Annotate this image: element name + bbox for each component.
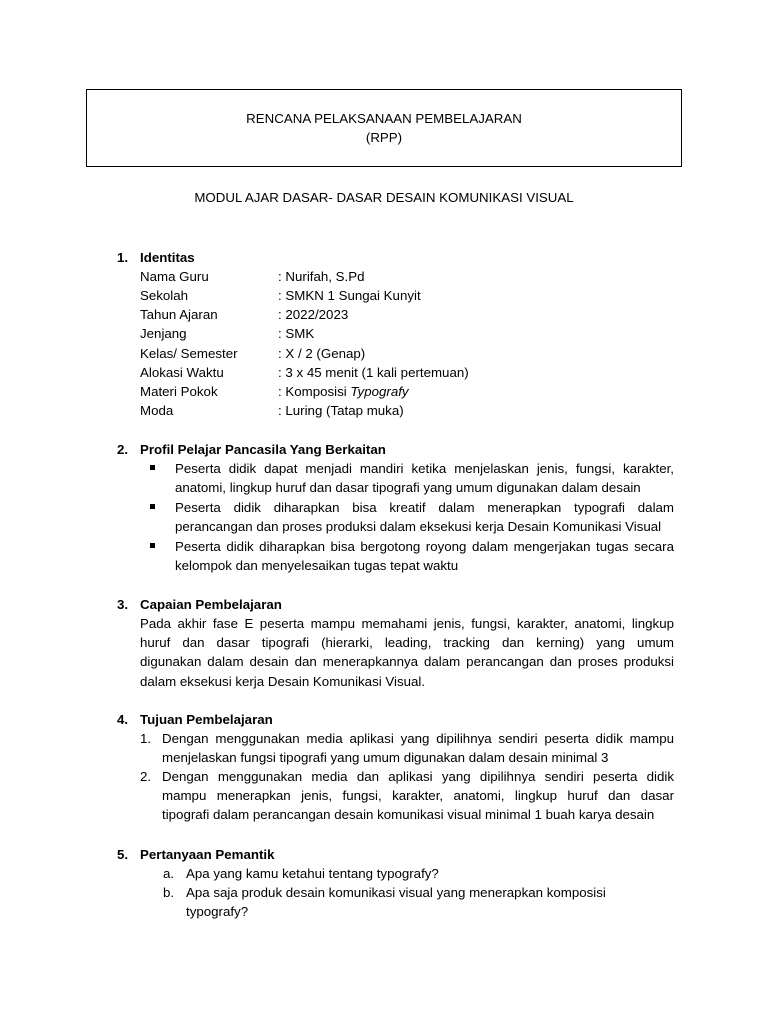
tujuan-item-line: Dengan menggunakan media dan aplikasi yang dipilihnya sendiri peserta didik	[162, 769, 674, 784]
document-subtitle: (RPP)	[365, 130, 403, 145]
section-2-heading: Profil Pelajar Pancasila Yang Berkaitan	[140, 442, 386, 457]
pertanyaan-item-line: Apa saja produk desain komunikasi visual yang menerapkan komposisi	[186, 885, 606, 900]
identity-value: : SMKN 1 Sungai Kunyit	[278, 288, 421, 303]
section-3-number: 3.	[117, 597, 129, 612]
identity-label: Materi Pokok	[140, 384, 218, 399]
section-4-number: 4.	[117, 712, 129, 727]
document-title: RENCANA PELAKSANAAN PEMBELAJARAN	[246, 111, 522, 126]
pertanyaan-item-line: Apa yang kamu ketahui tentang typografy?	[186, 866, 439, 881]
section-2-number: 2.	[117, 442, 129, 457]
tujuan-item-line: Dengan menggunakan media aplikasi yang dipilihnya sendiri peserta didik mampu	[162, 731, 674, 746]
profil-item-line: Peserta didik diharapkan bisa kreatif dalam menerapkan typografi dalam	[175, 500, 674, 515]
identity-label: Moda	[140, 403, 174, 418]
identity-label: Jenjang	[140, 326, 187, 341]
square-bullet-icon	[150, 504, 155, 509]
profil-item-line: kelompok dan menyelesaikan tugas tepat waktu	[175, 558, 459, 573]
profil-item-line: Peserta didik dapat menjadi mandiri ketika menjelaskan jenis, fungsi, karakter,	[175, 461, 674, 476]
tujuan-item-line: menjelaskan fungsi tipografi yang umum digunakan dalam desain minimal 3	[162, 750, 609, 765]
pertanyaan-item-line: typografy?	[186, 904, 249, 919]
profil-item-line: Peserta didik diharapkan bisa bergotong royong dalam mengerjakan tugas secara	[175, 539, 674, 554]
section-5-heading: Pertanyaan Pemantik	[140, 847, 275, 862]
identity-value: : 3 x 45 menit (1 kali pertemuan)	[278, 365, 469, 380]
identity-value	[278, 382, 409, 401]
tujuan-item-number: 2.	[140, 769, 152, 784]
pertanyaan-item-letter: a.	[163, 866, 175, 881]
tujuan-item-line: mampu menerapkan jenis, fungsi, karakter, anatomi, lingkup huruf dan dasar	[162, 788, 674, 803]
section-1-number: 1.	[117, 250, 129, 265]
identity-label: Sekolah	[140, 288, 189, 303]
tujuan-item-number: 1.	[140, 731, 152, 746]
section-5-number: 5.	[117, 847, 129, 862]
identity-value: : SMK	[278, 326, 315, 341]
identity-value-italic: Typografy	[350, 384, 409, 399]
identity-value: : X / 2 (Genap)	[278, 346, 366, 361]
identity-value: : 2022/2023	[278, 307, 349, 322]
identity-label: Kelas/ Semester	[140, 346, 238, 361]
section-3-heading: Capaian Pembelajaran	[140, 597, 282, 612]
identity-label: Tahun Ajaran	[140, 307, 218, 322]
identity-value: : Luring (Tatap muka)	[278, 403, 404, 418]
identity-value-text: : Komposisi	[278, 384, 351, 399]
capaian-line: huruf dan dasar tipografi (hierarki, leading, tracking dan kerning) yang umum	[140, 635, 674, 650]
profil-item-line: anatomi, lingkup huruf dan dasar tipografi yang umum digunakan dalam desain	[175, 480, 641, 495]
identity-value: : Nurifah, S.Pd	[278, 269, 365, 284]
tujuan-item-line: tipografi dalam perancangan desain komunikasi visual minimal 1 buah karya desain	[162, 807, 655, 822]
section-1-heading: Identitas	[140, 250, 195, 265]
section-4-heading: Tujuan Pembelajaran	[140, 712, 273, 727]
profil-item-line: perancangan dan proses produksi dalam eksekusi kerja Desain Komunikasi Visual	[175, 519, 662, 534]
square-bullet-icon	[150, 465, 155, 470]
title-box	[86, 89, 682, 167]
pertanyaan-item-letter: b.	[163, 885, 175, 900]
identity-label: Alokasi Waktu	[140, 365, 224, 380]
capaian-line: digunakan dalam desain dan menerapkannya dalam perancangan dan proses produksi	[140, 654, 674, 669]
square-bullet-icon	[150, 543, 155, 548]
module-title: MODUL AJAR DASAR- DASAR DESAIN KOMUNIKASI VISUAL	[194, 190, 574, 205]
capaian-line: dalam eksekusi kerja Desain Komunikasi Visual.	[140, 674, 426, 689]
identity-label: Nama Guru	[140, 269, 209, 284]
capaian-line: Pada akhir fase E peserta mampu memahami jenis, fungsi, karakter, anatomi, lingkup	[140, 616, 674, 631]
